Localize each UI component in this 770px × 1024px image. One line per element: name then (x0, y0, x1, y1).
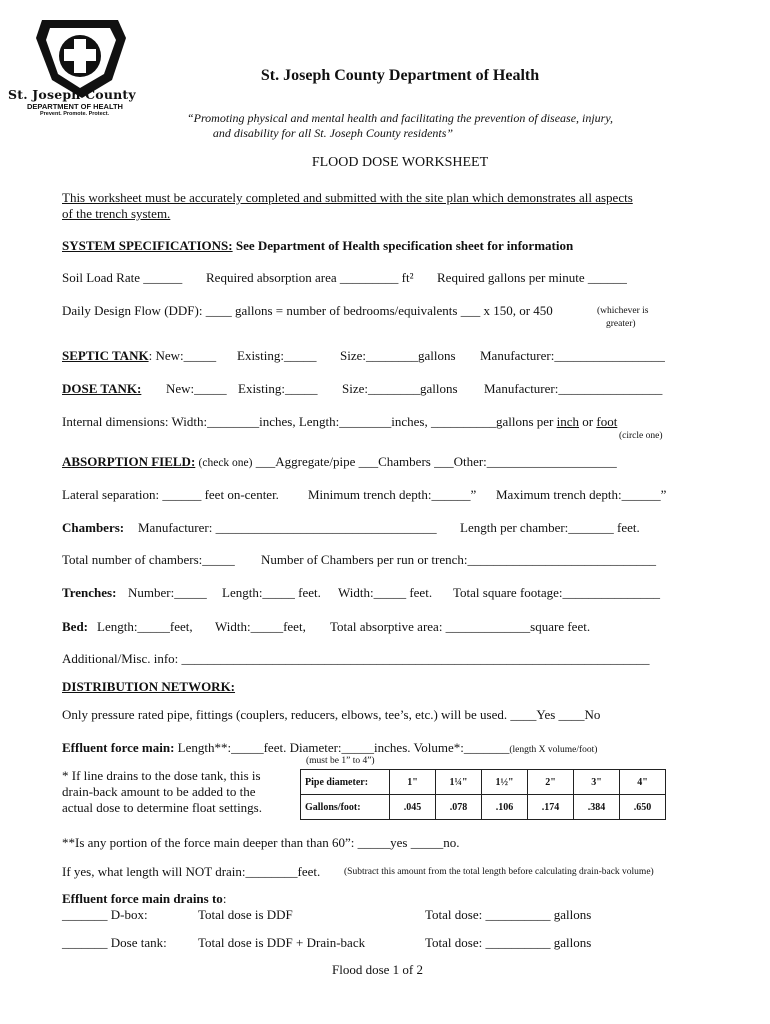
drain-note-line-1: * If line drains to the dose tank, this is (62, 768, 261, 783)
maximum-trench-depth-field[interactable]: Maximum trench depth:______” (496, 487, 667, 502)
trenches-length-field[interactable]: Length:_____ feet. (222, 585, 321, 600)
distribution-network-heading: DISTRIBUTION NETWORK: (62, 679, 236, 694)
pipe-diameter-cell: 1" (390, 770, 436, 795)
septic-tank-new-field[interactable]: SEPTIC TANK: New:_____ (62, 348, 217, 363)
system-heading-label: SYSTEM SPECIFICATIONS: (62, 238, 233, 253)
dose-tank-option-field[interactable]: _______ Dose tank: (62, 935, 167, 950)
diameter-note: (must be 1” to 4”) (306, 756, 375, 766)
dose-tank-total-dose-field[interactable]: Total dose: __________ gallons (425, 935, 592, 950)
total-chambers-field[interactable]: Total number of chambers:_____ (62, 552, 235, 567)
effluent-force-main-label: Effluent force main: (62, 740, 175, 755)
drain-note-line-2: drain-back amount to be added to the (62, 784, 256, 799)
trenches-label: Trenches: (62, 585, 117, 600)
chambers-manufacturer-field[interactable]: Manufacturer: __________________________________ (138, 520, 437, 535)
dose-tank-label: DOSE TANK: (62, 381, 142, 396)
gallons-per-foot-cell: .174 (528, 795, 574, 820)
lateral-separation-field[interactable]: Lateral separation: ______ feet on-center. (62, 487, 279, 502)
gallons-per-foot-label: Gallons/foot: (301, 795, 390, 820)
gallons-per-foot-cell: .078 (436, 795, 482, 820)
inch-option[interactable]: inch (556, 414, 580, 429)
drain-note-line-3: actual dose to determine float settings. (62, 800, 262, 815)
pipe-diameter-cell: 1½" (482, 770, 528, 795)
dose-new-field[interactable]: New:_____ (166, 381, 227, 396)
internal-dimensions-field[interactable]: Internal dimensions: Width:________inches, Length:________inches, __________gallons per inch or foot (62, 414, 618, 429)
effluent-force-main-field[interactable]: Effluent force main: Length**:_____feet. Diameter:_____inches. Volume*:_______(length X volume/foot) (62, 740, 598, 755)
dose-existing-field[interactable]: Existing:_____ (238, 381, 318, 396)
chambers-per-run-field[interactable]: Number of Chambers per run or trench:_____________________________ (261, 552, 656, 567)
subtract-note: (Subtract this amount from the total length before calculating drain-back volume) (344, 867, 654, 877)
worksheet-title: FLOOD DOSE WORKSHEET (311, 155, 489, 170)
pressure-rated-pipe-field[interactable]: Only pressure rated pipe, fittings (couplers, reducers, elbows, tee’s, etc.) will be used. ____Yes ____No (62, 707, 601, 722)
motto-line-2: and disability for all St. Joseph County residents” (212, 126, 454, 140)
absorption-field-label: ABSORPTION FIELD: (62, 454, 196, 469)
pipe-diameter-cell: 4" (620, 770, 666, 795)
pipe-volume-table (300, 769, 666, 820)
bed-length-field[interactable]: Length:_____feet, (97, 619, 193, 634)
pipe-diameter-cell: 1¼" (436, 770, 482, 795)
soil-load-rate-field[interactable]: Soil Load Rate ______ (62, 270, 183, 285)
system-heading-note: See Department of Health specification sheet for information (232, 238, 574, 253)
ddf-note-2: greater) (606, 319, 636, 329)
drains-to-heading: Effluent force main drains to: (62, 891, 227, 906)
dose-size-field[interactable]: Size:________gallons (342, 381, 458, 396)
pipe-diameter-cell: 3" (574, 770, 620, 795)
dbox-option-field[interactable]: _______ D-box: (62, 907, 148, 922)
bed-label: Bed: (62, 619, 88, 634)
septic-existing-field[interactable]: Existing:_____ (237, 348, 317, 363)
gallons-per-foot-cell: .384 (574, 795, 620, 820)
total-absorptive-area-field[interactable]: Total absorptive area: _____________square feet. (330, 619, 591, 634)
foot-option[interactable]: foot (596, 414, 618, 429)
pipe-diameter-label: Pipe diameter: (301, 770, 390, 795)
intro-line-2: of the trench system. (62, 206, 171, 221)
page-title: St. Joseph County Department of Health (260, 67, 540, 84)
gallons-per-foot-cell: .045 (390, 795, 436, 820)
ddf-note-1: (whichever is (597, 306, 649, 316)
total-square-footage-field[interactable]: Total square footage:_______________ (453, 585, 661, 600)
length-per-chamber-field[interactable]: Length per chamber:_______ feet. (460, 520, 640, 535)
absorption-area-field[interactable]: Required absorption area _________ ft² (206, 270, 414, 285)
county-logo (8, 16, 156, 120)
chambers-label: Chambers: (62, 520, 125, 535)
absorption-options[interactable]: ___Aggregate/pipe ___Chambers ___Other:____________________ (255, 454, 617, 469)
gallons-per-foot-cell: .106 (482, 795, 528, 820)
absorption-field-row[interactable]: ABSORPTION FIELD: (check one) ___Aggregate/pipe ___Chambers ___Other:____________________ (62, 454, 617, 469)
dose-manufacturer-field[interactable]: Manufacturer:________________ (484, 381, 663, 396)
logo-department: DEPARTMENT OF HEALTH (27, 102, 123, 111)
dbox-total-dose-field[interactable]: Total dose: __________ gallons (425, 907, 592, 922)
bed-width-field[interactable]: Width:_____feet, (215, 619, 306, 634)
pipe-diameter-cell: 2" (528, 770, 574, 795)
system-specifications-heading (62, 238, 573, 254)
logo-tagline: Prevent. Promote. Protect. (40, 111, 110, 117)
daily-design-flow-field[interactable]: Daily Design Flow (DDF): ____ gallons = number of bedrooms/equivalents ___ x 150, or 450 (62, 303, 553, 318)
dbox-dose-text: Total dose is DDF (198, 907, 293, 922)
additional-info-field[interactable]: Additional/Misc. info: ________________________________________________________________________ (62, 651, 650, 666)
motto-line-1: “Promoting physical and mental health and facilitating the prevention of disease, injury, (186, 111, 614, 125)
logo-county-name: St. Joseph County (8, 87, 136, 102)
dose-tank-dose-text: Total dose is DDF + Drain-back (198, 935, 366, 950)
gallons-per-foot-row (301, 795, 666, 820)
pipe-diameter-row (301, 770, 666, 795)
deeper-than-60-field[interactable]: **Is any portion of the force main deeper than than 60”: _____yes _____no. (62, 835, 460, 850)
trenches-number-field[interactable]: Number:_____ (128, 585, 207, 600)
page-number: Flood dose 1 of 2 (332, 962, 423, 977)
intro-line-1: This worksheet must be accurately completed and submitted with the site plan which demonstrates all aspects (62, 190, 633, 205)
length-will-not-drain-field[interactable]: If yes, what length will NOT drain:________feet. (62, 864, 321, 879)
gallons-per-minute-field[interactable]: Required gallons per minute ______ (437, 270, 627, 285)
septic-size-field[interactable]: Size:________gallons (340, 348, 456, 363)
trenches-width-field[interactable]: Width:_____ feet. (338, 585, 433, 600)
septic-tank-label: SEPTIC TANK (62, 348, 149, 363)
gallons-per-foot-cell: .650 (620, 795, 666, 820)
septic-manufacturer-field[interactable]: Manufacturer:_________________ (480, 348, 665, 363)
circle-one-note: (circle one) (619, 431, 663, 441)
minimum-trench-depth-field[interactable]: Minimum trench depth:______” (308, 487, 477, 502)
